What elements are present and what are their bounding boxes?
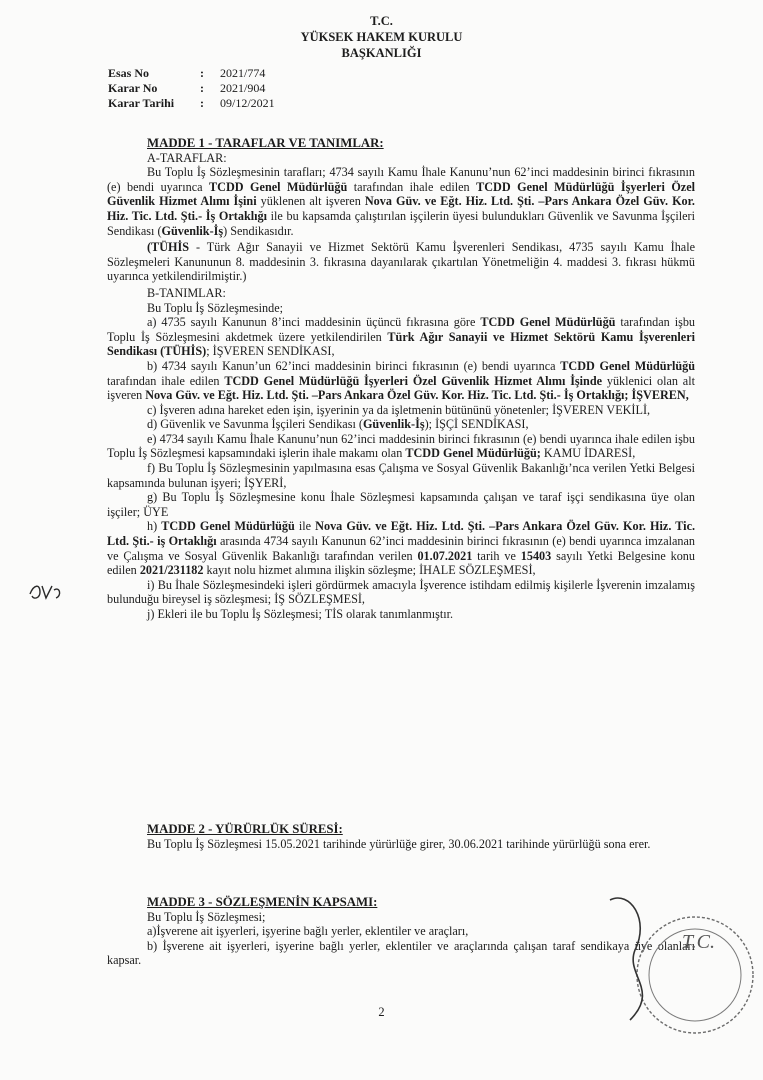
madde-3-heading: MADDE 3 - SÖZLEŞMENİN KAPSAMI: [147, 895, 378, 909]
meta-esas-no: Esas No : 2021/774 [108, 66, 266, 80]
header-tc: T.C. [370, 14, 393, 28]
margin-initials-mark [26, 580, 66, 604]
taraflar-paragraph: Bu Toplu İş Sözleşmesinin tarafları; 4734 sayılı Kamu İhale Kanunu’nun 62’inci maddesinin birinci fıkrasının (e) bendi uyarınca TCDD Genel Müdürlüğü tarafından ihale edilen TCDD Genel Müdürlüğü İşyerleri Özel Güvenlik Hizmet Alımı İşini yüklenen alt işveren Nova Güv. ve Eğt. Hiz. Ltd. Şti. –Pars Ankara Özel Güv. Kor. Hiz. Tic. Ltd. Şti.- İş Ortaklığı ile bu kapsamda çalıştırılan işçilerin üyesi bulundukları Güvenlik ve Savunma İşçileri Sendikası (Güvenlik-İş) Sendikasıdır. [107, 165, 696, 238]
meta-karar-tarihi: Karar Tarihi : 09/12/2021 [108, 96, 275, 110]
header-department: BAŞKANLIĞI [341, 46, 422, 60]
tanim-i: i) Bu İhale Sözleşmesindeki işleri gördürmek amacıyla İşverence istihdam edilmiş kişilerle İşverenin imzalamış bulunduğu bireysel iş sözleşmesi; İŞ SÖZLEŞMESİ, [107, 577, 695, 607]
tanim-h: h) TCDD Genel Müdürlüğü ile Nova Güv. ve Eğt. Hiz. Ltd. Şti. –Pars Ankara Özel Güv. Kor. Hiz. Tic. Ltd. Şti.- iş Ortaklığı arasında 4734 sayılı Kanunun 62’inci maddesinin birinci fıkrasının (e) bendi uyarınca imzalanan ve Çalışma ve Sosyal Güvenlik Bakanlığı tarafından verilen 01.07.2021 tarih ve 15403 sayılı Yetki Belgesine konu edilen 2021/231182 kayıt nolu hizmet alımına ilişkin sözleşme; İHALE SÖZLEŞMESİ, [107, 519, 696, 578]
madde-3-item-a: a)İşverene ait işyerleri, işyerine bağlı yerler, eklentiler ve araçları, [147, 924, 469, 939]
madde-2-heading: MADDE 2 - YÜRÜRLÜK SÜRESİ: [147, 822, 343, 836]
tanim-f: f) Bu Toplu İş Sözleşmesinin yapılmasına esas Çalışma ve Sosyal Güvenlik Bakanlığı’nca verilen Yetki Belgesi kapsamında bulunan işyeri; İŞYERİ, [107, 461, 695, 490]
meta-karar-no: Karar No : 2021/904 [108, 81, 266, 95]
madde-2-section [107, 822, 695, 851]
tanim-j: j) Ekleri ile bu Toplu İş Sözleşmesi; TİS olarak tanımlanmıştır. [147, 607, 454, 621]
tuhis-paragraph: (TÜHİS - Türk Ağır Sanayii ve Hizmet Sektörü Kamu İşverenleri Sendikası, 4735 sayılı Kamu İhale Sözleşmeleri Kanununun 8. maddesinin 3. fıkrasına dayanılarak çıkartılan Yönetmeliğin 4. maddesi 3. fıkrası hükmü uyarınca yetkilendirilmiştir.) [107, 240, 695, 284]
page-number: 2 [378, 1005, 385, 1019]
madde-2-text: Bu Toplu İş Sözleşmesi 15.05.2021 tarihinde yürürlüğe girer, 30.06.2021 tarihinde yürürlüğü sona erer. [147, 836, 651, 851]
madde-3-item-b: b) İşverene ait işyerleri, işyerine bağlı yerler, eklentiler ve araçlarında çalışan taraf sendikaya üye olanları kapsar. [107, 938, 695, 968]
tanim-b: b) 4734 sayılı Kanun’un 62’inci maddesinin birinci fıkrasının (e) bendi uyarınca TCDD Genel Müdürlüğü tarafından ihale edilen TCDD Genel Müdürlüğü İşyerleri Özel Güvenlik Hizmet Alımı İşinde yüklenici olan alt işveren Nova Güv. ve Eğt. Hiz. Ltd. Şti. –Pars Ankara Özel Güv. Kor. Hiz. Tic. Ltd. Şti.- İş Ortaklığı; İŞVEREN, [107, 358, 695, 403]
tanim-a: a) 4735 sayılı Kanunun 8’inci maddesinin üçüncü fıkrasına göre TCDD Genel Müdürlüğü tarafından işbu Toplu İş Sözleşmesini akdetmek üzere yetkilendirilen Türk Ağır Sanayii ve Hizmet Sektörü Kamu İşverenleri Sendikası (TÜHİS); İŞVEREN SENDİKASI, [107, 315, 696, 359]
tanim-d: d) Güvenlik ve Savunma İşçileri Sendikası (Güvenlik-İş); İŞÇİ SENDİKASI, [147, 417, 529, 432]
signature-stroke [610, 898, 642, 1020]
tanim-e: e) 4734 sayılı Kamu İhale Kanunu’nun 62’inci maddesinin birinci fıkrasının (e) bendi uyarınca ihale edilen işbu Toplu İş Sözleşmesi kapsamındaki işlerin ihale makamı olan TCDD Genel Müdürlüğü; KAMU İDARESİ, [107, 431, 695, 461]
taraflar-heading: A-TARAFLAR: [147, 150, 227, 165]
seal-text: T.C. [682, 931, 715, 953]
madde-1-heading: MADDE 1 - TARAFLAR VE TANIMLAR: [147, 136, 384, 150]
official-seal-stamp [600, 880, 760, 1040]
header-institution: YÜKSEK HAKEM KURULU [300, 30, 463, 44]
tanimlar-intro: Bu Toplu İş Sözleşmesinde; [147, 300, 284, 315]
tanimlar-heading: B-TANIMLAR: [147, 285, 226, 300]
tanim-g: g) Bu Toplu İş Sözleşmesine konu İhale Sözleşmesi kapsamında çalışan ve taraf işçi sendikasına üye olan işçiler; ÜYE [107, 490, 695, 519]
tanim-c: c) İşveren adına hareket eden işin, işyerinin ya da işletmenin bütününü yönetenler; İŞVEREN VEKİLİ, [147, 402, 651, 417]
madde-1-section [107, 136, 695, 622]
madde-3-intro: Bu Toplu İş Sözleşmesi; [147, 909, 266, 924]
